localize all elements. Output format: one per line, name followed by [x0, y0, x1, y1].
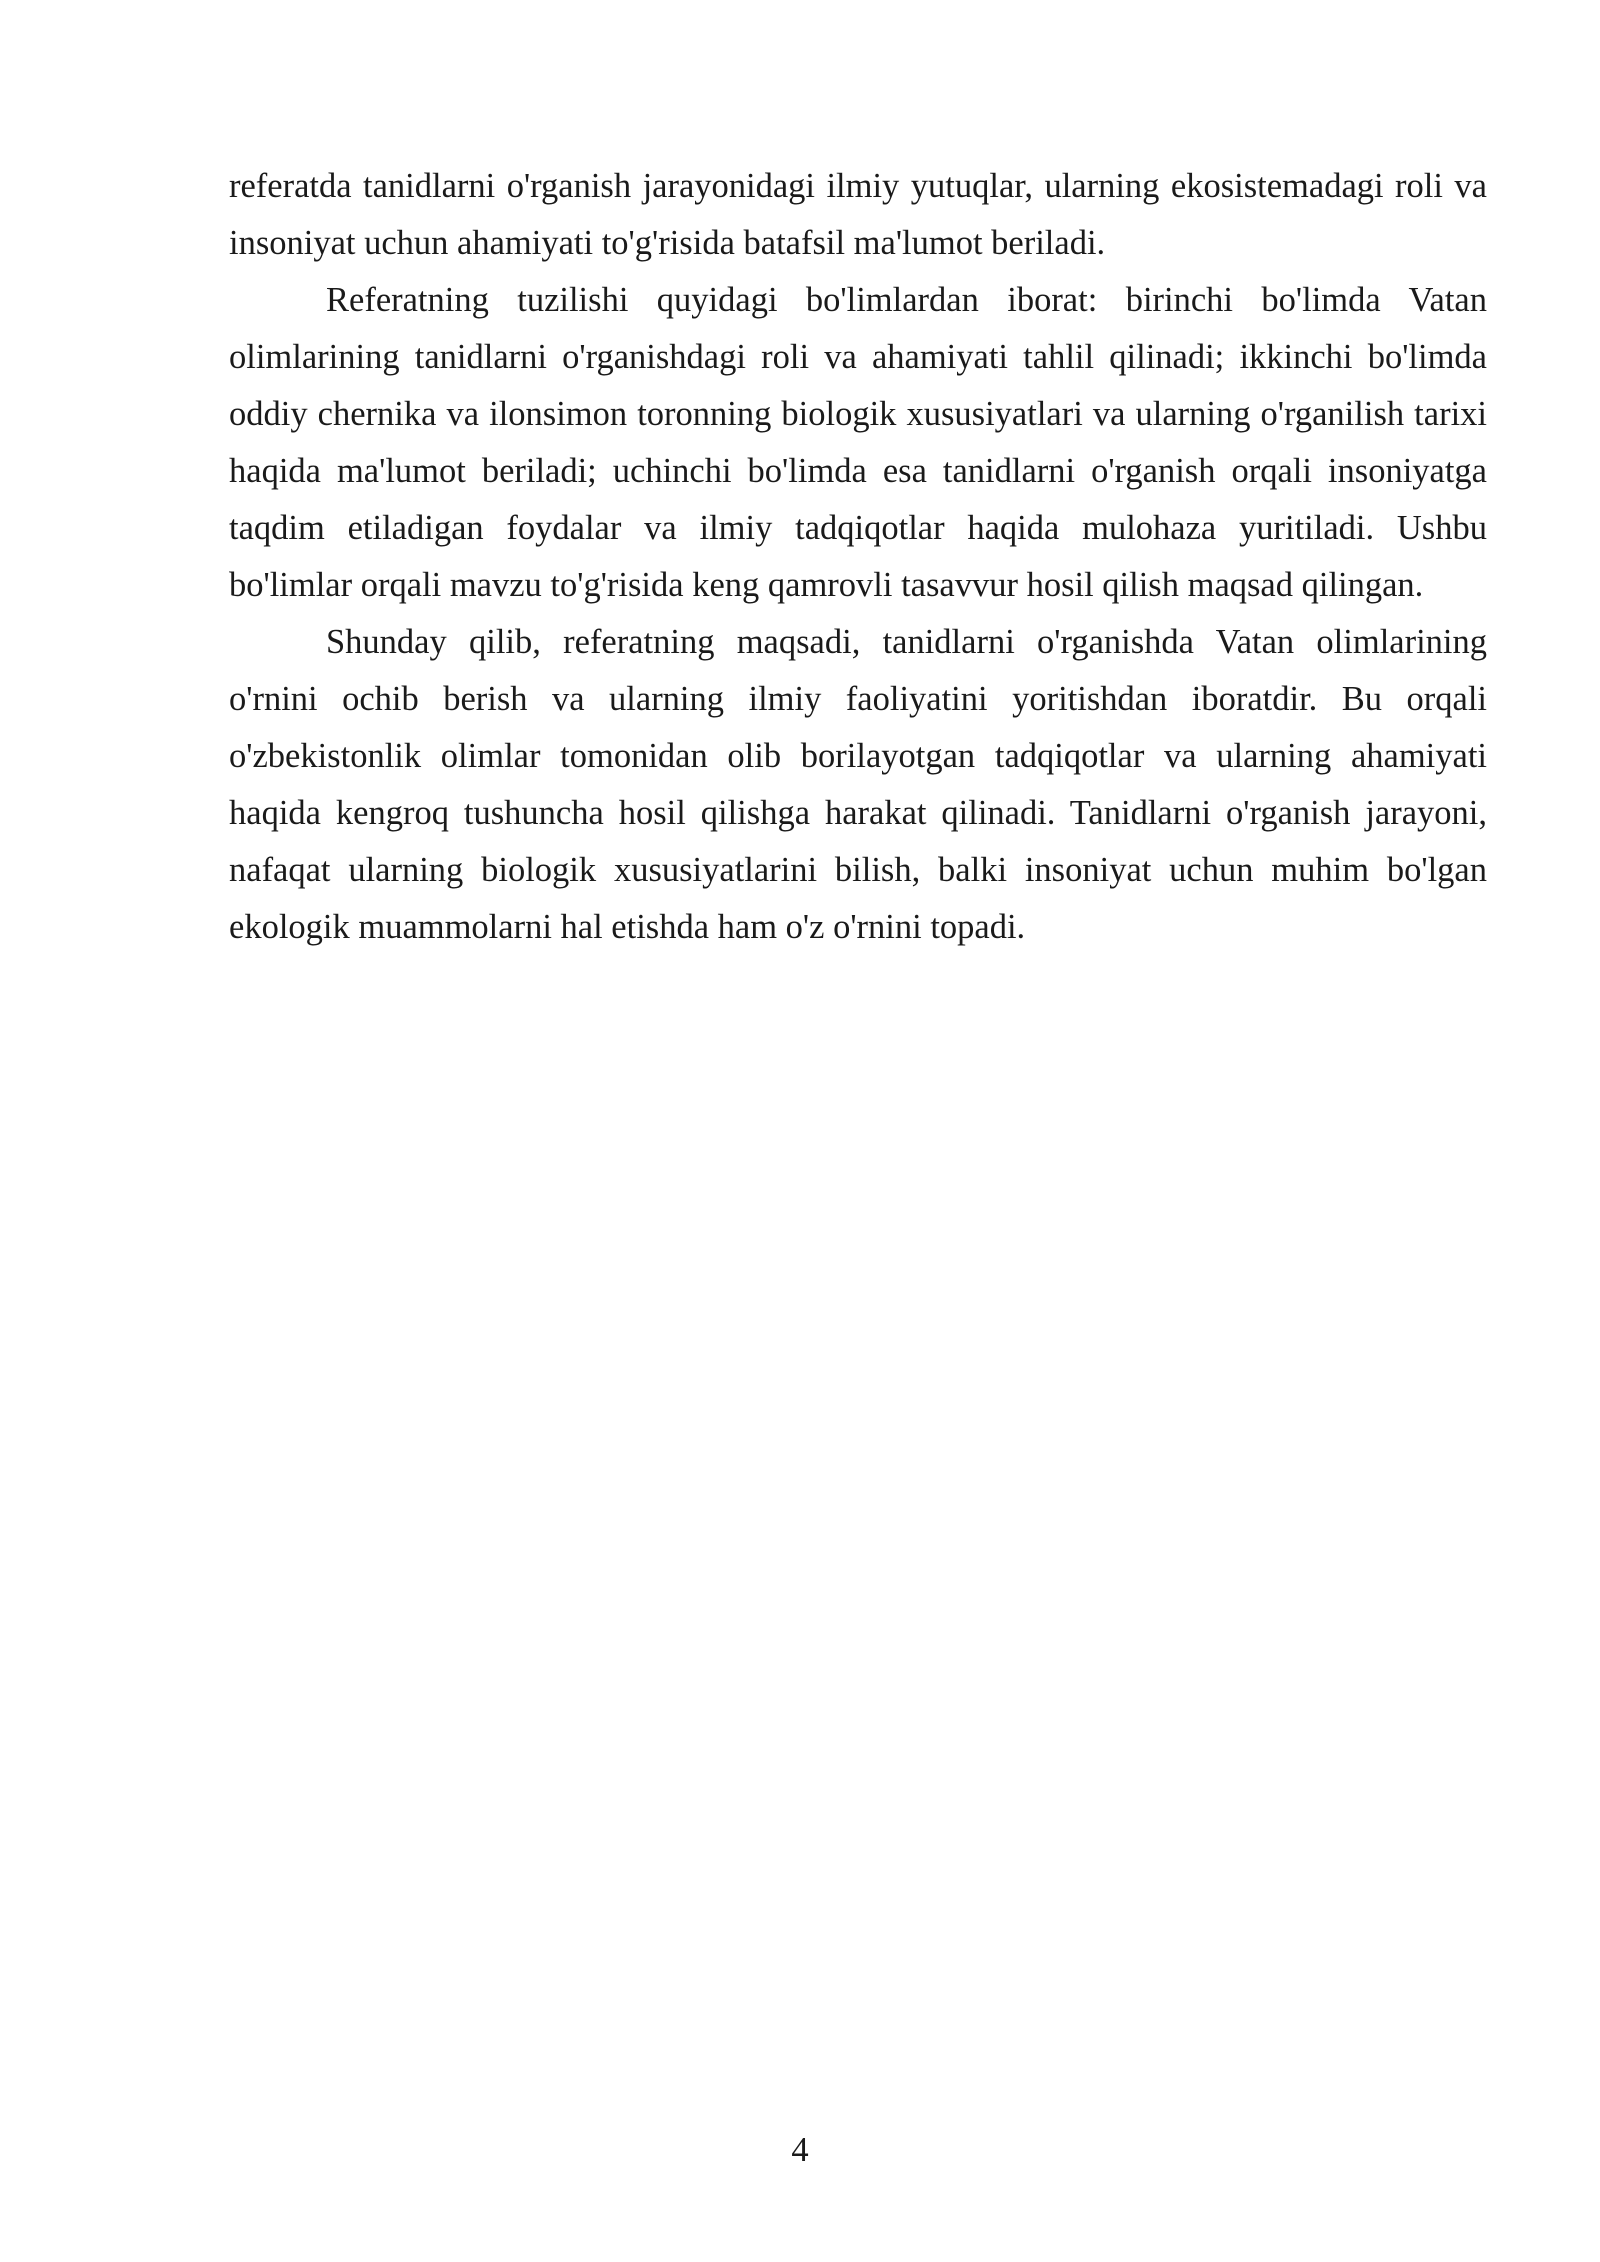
paragraph-structure: Referatning tuzilishi quyidagi bo'limlardan iborat: birinchi bo'limda Vatan olimlarining tanidlarni o'rganishdagi roli va ahamiyati tahlil qilinadi; ikkinchi bo'limda oddiy chernika va ilonsimon toronning biologik xususiyatlari va ularning o'rganilish tarixi haqida ma'lumot beriladi; uchinchi bo'limda esa tanidlarni o'rganish orqali insoniyatga taqdim etiladigan foydalar va ilmiy tadqiqotlar haqida mulohaza yuritiladi. Ushbu bo'limlar orqali mavzu to'g'risida keng qamrovli tasavvur hosil qilish maqsad qilingan.: [229, 281, 1487, 604]
page-body: [229, 158, 1487, 956]
paragraph-continuation: referatda tanidlarni o'rganish jarayonidagi ilmiy yutuqlar, ularning ekosistemadagi roli va insoniyat uchun ahamiyati to'g'risida batafsil ma'lumot beriladi.: [229, 167, 1487, 262]
paragraph-conclusion: Shunday qilib, referatning maqsadi, tanidlarni o'rganishda Vatan olimlarining o'rnini ochib berish va ularning ilmiy faoliyatini yoritishdan iboratdir. Bu orqali o'zbekistonlik olimlar tomonidan olib borilayotgan tadqiqotlar va ularning ahamiyati haqida kengroq tushuncha hosil qilishga harakat qilinadi. Tanidlarni o'rganish jarayoni, nafaqat ularning biologik xususiyatlarini bilish, balki insoniyat uchun muhim bo'lgan ekologik muammolarni hal etishda ham o'z o'rnini topadi.: [229, 623, 1487, 946]
page-number: 4: [791, 2131, 809, 2169]
